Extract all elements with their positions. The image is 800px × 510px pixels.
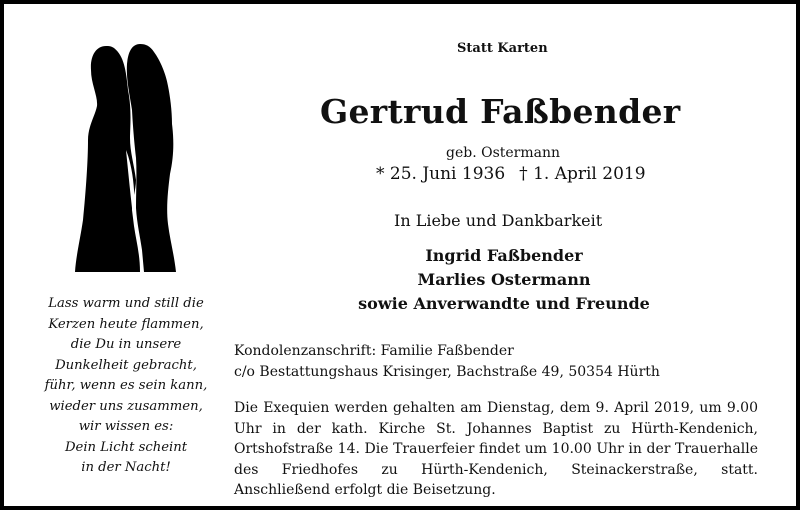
poem-line: Dunkelheit gebracht, <box>55 357 197 373</box>
dedication-line: In Liebe und Dankbarkeit <box>394 211 603 230</box>
poem-line: Kerzen heute flammen, <box>48 316 204 332</box>
life-dates <box>376 164 646 184</box>
poem-line: Dein Licht scheint <box>64 439 188 455</box>
mourner-name: sowie Anverwandte und Freunde <box>358 294 650 313</box>
condolence-line: c/o Bestattungshaus Krisinger, Bachstraße 49, 50354 Hürth <box>234 364 660 380</box>
mourner-name: Marlies Ostermann <box>417 270 591 289</box>
birth-name: geb. Ostermann <box>446 145 561 161</box>
poem-line: wieder uns zusammen, <box>49 398 203 414</box>
poem-line: wir wissen es: <box>78 419 174 434</box>
mourner-name: Ingrid Faßbender <box>425 246 583 265</box>
condolence-address <box>234 341 660 383</box>
poem-line: Lass warm und still die <box>48 296 204 311</box>
statt-karten-label: Statt Karten <box>457 41 548 56</box>
poem-line: führ, wenn es sein kann, <box>44 378 208 393</box>
death-date: † 1. April 2019 <box>519 164 646 184</box>
birth-date: * 25. Juni 1936 <box>376 164 506 184</box>
mourners-list <box>344 244 664 316</box>
memorial-poem <box>36 294 216 479</box>
embracing-couple-silhouette <box>70 40 188 272</box>
funeral-service-text: Die Exequien werden gehalten am Dienstag, dem 9. April 2019, um 9.00 Uhr in der kath. Kirche St. Johannes Baptist zu Hürth-Kendenich, Ortshofstraße 14. Die Trauerfeier findet um 10.00 Uhr in der Trauerhalle des Friedhofes zu Hürth-Kendenich, Steinackerstraße, statt. Anschließend erfolgt die Beisetzung. <box>234 400 758 498</box>
condolence-line: Kondolenzanschrift: Familie Faßbender <box>234 343 514 359</box>
deceased-name: Gertrud Faßbender <box>320 92 681 131</box>
poem-line: in der Nacht! <box>81 460 171 475</box>
poem-line: die Du in unsere <box>70 337 182 352</box>
